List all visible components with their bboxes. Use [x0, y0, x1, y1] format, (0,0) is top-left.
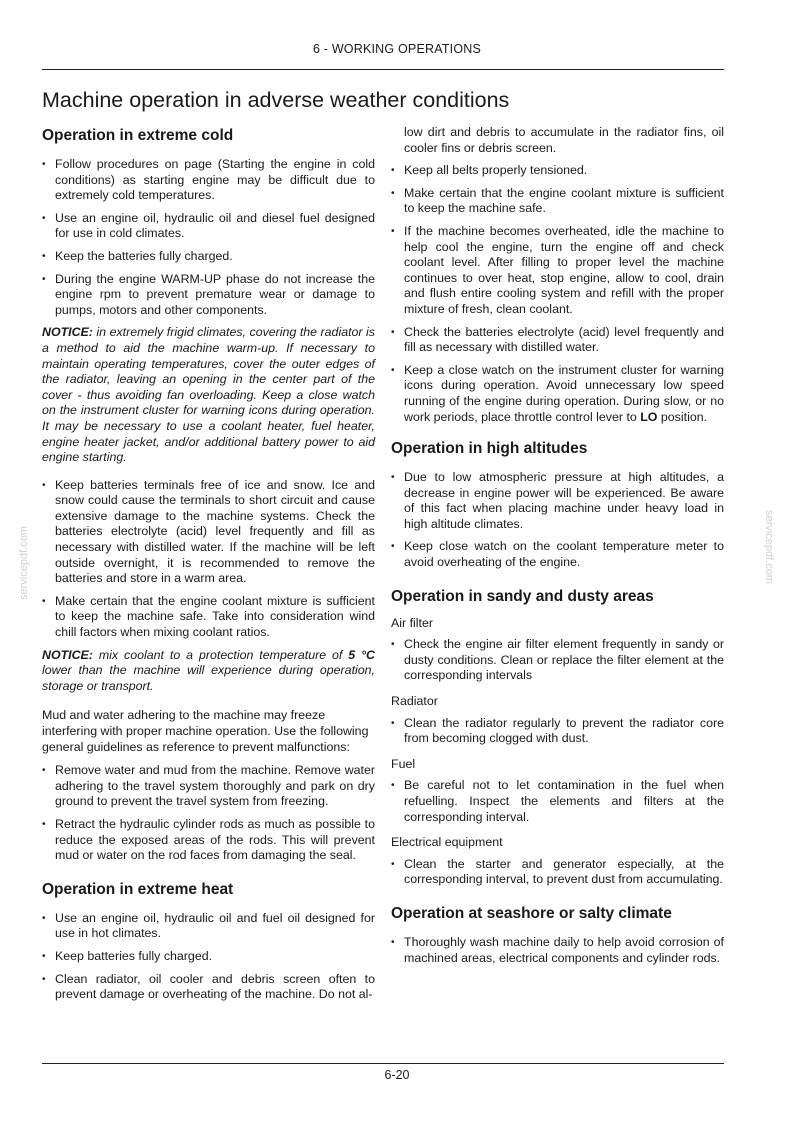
fuel-list	[391, 778, 724, 825]
notice-label: NOTICE:	[42, 325, 93, 340]
heat-list-continued	[391, 125, 724, 425]
list-item: • Follow procedures on page (Starting the engine in cold conditions) as starting engine may be difficult due to extremely cold temperatures.	[42, 157, 375, 204]
list-item: • Thoroughly wash machine daily to help avoid corrosion of machined areas, electrical components and cylinder rods.	[391, 935, 724, 966]
page-number: 6-20	[384, 1068, 410, 1082]
list-item: • If the machine becomes overheated, idle the machine to help cool the engine, turn the engine off and check coolant level. After filling to proper level the machine continues to over heat, stop engine, allow to cool, drain and flush entire cooling system and refill with the proper mixture of fresh, clean coolant.	[391, 224, 724, 318]
list-item-text: position.	[657, 409, 708, 424]
cold-list-2	[42, 478, 375, 641]
list-item: • Check the batteries electrolyte (acid) level frequently and fill as necessary with distilled water.	[391, 325, 724, 356]
notice-radiator-cover	[42, 325, 375, 465]
electrical-list	[391, 857, 724, 888]
section-heading-seashore: Operation at seashore or salty climate	[391, 904, 672, 922]
left-column	[42, 126, 375, 1010]
notice-temperature: 5 °C	[348, 647, 375, 662]
header-divider	[42, 69, 724, 70]
list-item: • Clean radiator, oil cooler and debris screen often to prevent damage or overheating of the machine. Do not al-	[42, 972, 375, 1003]
list-item-continued: low dirt and debris to accumulate in the radiator fins, oil cooler fins or debris screen.	[404, 125, 724, 155]
notice-text: mix coolant to a protection temperature of	[92, 647, 349, 662]
list-item: • Clean the starter and generator especially, at the corresponding interval, to prevent dust from accumulating.	[391, 857, 724, 888]
list-item: • Make certain that the engine coolant mixture is sufficient to keep the machine safe. Take into consideration wind chill factors when mixing coolant ratios.	[42, 594, 375, 641]
list-item: • Use an engine oil, hydraulic oil and diesel fuel designed for use in cold climates.	[42, 211, 375, 242]
subheading-electrical-equipment: Electrical equipment	[391, 835, 503, 850]
list-item-text: Keep a close watch on the instrument cluster for warning icons during operation. Avoid unnecessary low speed running of the engine during operation. During slow, or no work periods, place throttle control lever to	[404, 362, 724, 424]
subheading-air-filter: Air filter	[391, 615, 433, 630]
running-header: 6 - WORKING OPERATIONS	[312, 42, 482, 56]
list-item	[391, 363, 724, 425]
list-item: • Retract the hydraulic cylinder rods as much as possible to reduce the exposed areas of the rods. This will prevent mud or water on the rod faces from damaging the seal.	[42, 817, 375, 864]
notice-text: in extremely frigid climates, covering the radiator is a method to aid the machine warm-up. If necessary to maintain operating temperatures, cover the outer edges of the radiator, leaving an opening in the center part of the cover - thus avoiding fan overloading. Keep a close watch on the instrument cluster for warning icons during operation. It may be necessary to use a coolant heater, fuel heater, engine heater jacket, and/or additional battery power to aid engine starting.	[42, 325, 375, 465]
heat-list	[42, 911, 375, 1003]
section-heading-sandy-dusty: Operation in sandy and dusty areas	[391, 587, 654, 605]
list-item: • Make certain that the engine coolant mixture is sufficient to keep the machine safe.	[391, 186, 724, 217]
list-item: • Clean the radiator regularly to prevent the radiator core from becoming clogged with dust.	[391, 716, 724, 747]
watermark-left: servicepdf.com	[18, 526, 30, 600]
lo-position-label: LO	[640, 409, 658, 424]
list-item: • Be careful not to let contamination in the fuel when refuelling. Inspect the elements and filters at the corresponding interval.	[391, 778, 724, 825]
subheading-fuel: Fuel	[391, 756, 416, 771]
list-item: • Use an engine oil, hydraulic oil and fuel oil designed for use in hot climates.	[42, 911, 375, 942]
list-item: • Keep the batteries fully charged.	[42, 249, 375, 265]
page-title: Machine operation in adverse weather conditions	[42, 88, 510, 112]
mud-list	[42, 763, 375, 864]
altitude-list	[391, 470, 724, 571]
cold-list	[42, 157, 375, 318]
notice-text: lower than the machine will experience during operation, storage or transport.	[42, 663, 375, 693]
section-heading-high-altitudes: Operation in high altitudes	[391, 440, 588, 458]
radiator-list	[391, 716, 724, 747]
list-item: • Remove water and mud from the machine. Remove water adhering to the travel system thoroughly and park on dry ground to prevent the travel system from freezing.	[42, 763, 375, 810]
notice-coolant-mix	[42, 648, 375, 695]
section-heading-extreme-cold: Operation in extreme cold	[42, 127, 234, 144]
list-item: • Keep all belts properly tensioned.	[391, 163, 724, 179]
list-item: • Keep close watch on the coolant temperature meter to avoid overheating of the engine.	[391, 539, 724, 570]
list-item: • Due to low atmospheric pressure at high altitudes, a decrease in engine power will be experienced. Be aware of this fact when placing machine under heavy load in high altitude climates.	[391, 470, 724, 532]
watermark-right: servicepdf.com	[763, 510, 775, 584]
seashore-list	[391, 935, 724, 966]
air-filter-list	[391, 637, 724, 684]
footer-divider	[42, 1063, 724, 1064]
list-item: • During the engine WARM-UP phase do not increase the engine rpm to prevent premature wear or damage to pumps, motors and other components.	[42, 272, 375, 319]
right-column	[391, 125, 724, 973]
list-item: • Check the engine air filter element frequently in sandy or dusty conditions. Clean or replace the filter element at the corresponding intervals	[391, 637, 724, 684]
list-item: • Keep batteries terminals free of ice and snow. Ice and snow could cause the terminals to short circuit and cause extensive damage to the machine systems. Check the batteries electrolyte (acid) level frequently and fill as necessary with distilled water. If the machine will be left outside overnight, it is recommended to remove the batteries and store in a warm area.	[42, 478, 375, 587]
mud-intro-paragraph: Mud and water adhering to the machine may freeze interfering with proper machine operation. Use the following general guidelines as reference to prevent malfunctions:	[42, 708, 369, 754]
subheading-radiator: Radiator	[391, 694, 438, 709]
list-item: • Keep batteries fully charged.	[42, 949, 375, 965]
section-heading-extreme-heat: Operation in extreme heat	[42, 880, 234, 898]
notice-label: NOTICE:	[42, 647, 93, 662]
